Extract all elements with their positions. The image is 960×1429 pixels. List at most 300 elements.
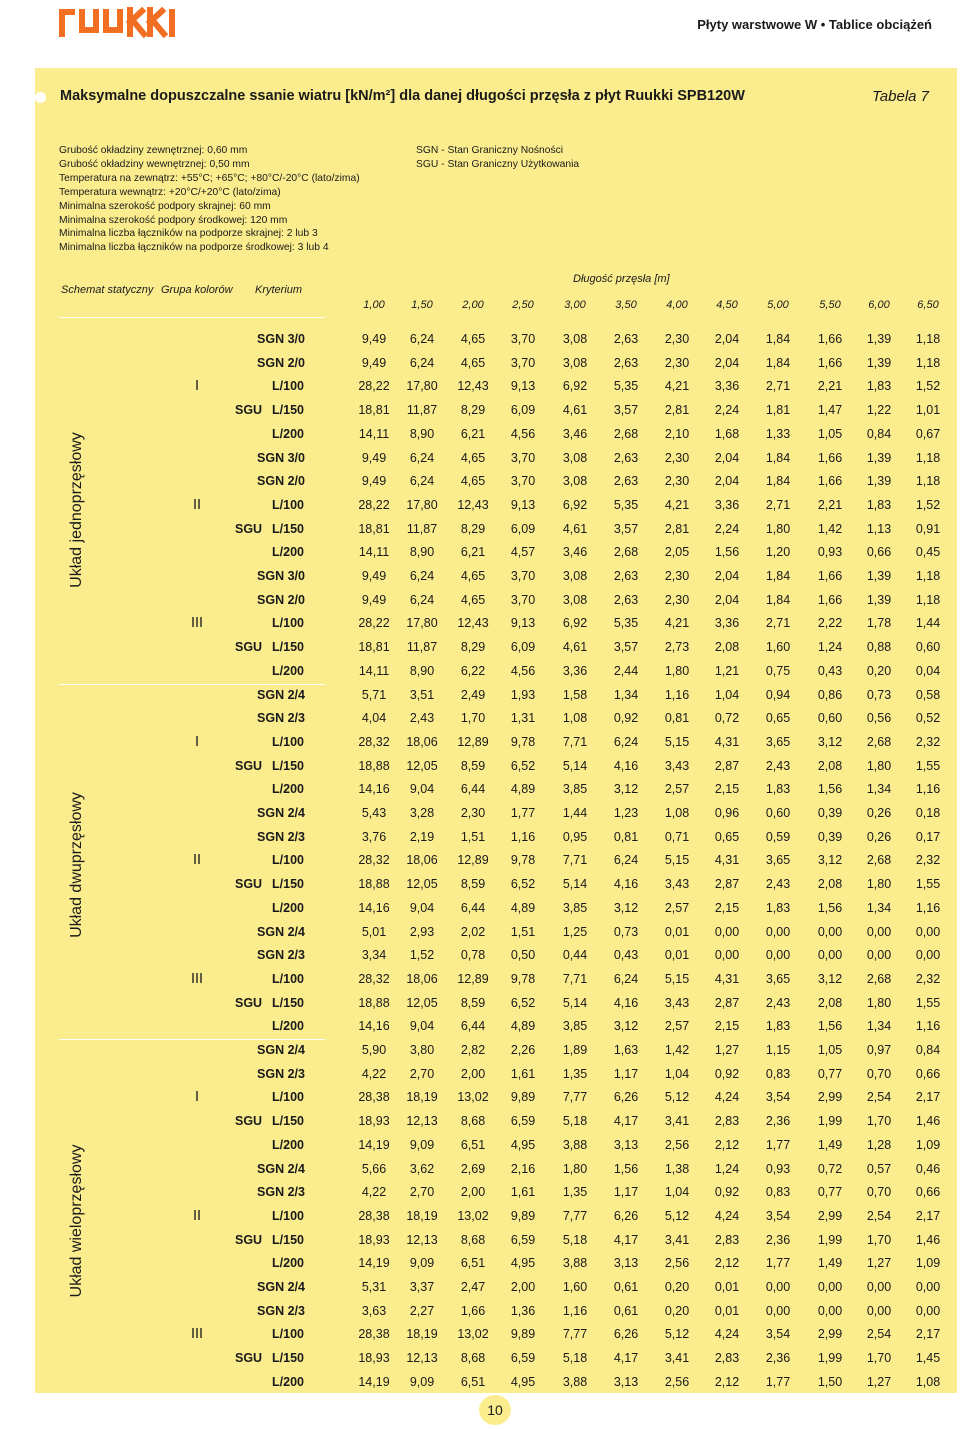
table-cell: 1,25: [562, 924, 588, 939]
table-cell: 0,01: [664, 948, 690, 963]
table-cell: 1,27: [714, 1043, 740, 1057]
table-cell: 1,09: [915, 1137, 941, 1152]
table-cell: 0,65: [714, 829, 740, 844]
table-cell: 8,59: [460, 758, 486, 773]
table-cell: 18,93: [358, 1232, 390, 1247]
table-cell: 1,70: [866, 1351, 892, 1366]
table-cell: 2,32: [915, 971, 941, 986]
table-cell: 17,80: [406, 616, 438, 631]
table-cell: 2,08: [714, 640, 740, 655]
table-cell: 1,08: [664, 806, 690, 820]
table-cell: 6,24: [409, 592, 435, 607]
table-cell: 6,52: [510, 758, 536, 773]
table-cell: 4,24: [714, 1090, 740, 1105]
table-cell: 3,37: [409, 1280, 435, 1294]
table-cell: 6,59: [510, 1232, 536, 1247]
table-cell: 1,61: [510, 1066, 536, 1081]
table-cell: 1,04: [664, 1185, 690, 1200]
criterion-l-label: L/100: [272, 1208, 304, 1223]
table-cell: 6,92: [562, 497, 588, 512]
table-cell: 1,28: [866, 1137, 892, 1152]
criterion-sgu-label: SGU: [235, 1114, 263, 1129]
table-cell: 2,30: [664, 332, 690, 346]
criterion-l-label: L/200: [272, 1137, 304, 1152]
table-cell: 6,26: [613, 1090, 639, 1105]
table-cell: 9,89: [510, 1090, 536, 1105]
table-cell: 1,66: [817, 450, 843, 465]
table-cell: 12,13: [406, 1114, 438, 1129]
table-cell: 6,92: [562, 379, 588, 394]
table-cell: 3,62: [409, 1161, 435, 1176]
table-cell: 5,43: [361, 806, 387, 820]
table-cell: 2,70: [409, 1066, 435, 1081]
table-cell: 9,09: [409, 1374, 435, 1389]
table-cell: 1,80: [562, 1161, 588, 1176]
table-cell: 6,24: [409, 474, 435, 489]
table-cell: 3,12: [817, 853, 843, 868]
table-cell: 3,08: [562, 569, 588, 583]
table-cell: 0,00: [866, 1280, 892, 1294]
table-cell: 1,77: [765, 1374, 791, 1389]
table-cell: 6,22: [460, 663, 486, 678]
table-cell: 3,08: [562, 474, 588, 489]
criterion-l-label: L/100: [272, 734, 304, 749]
table-cell: 14,16: [358, 900, 390, 915]
table-cell: 1,78: [866, 616, 892, 631]
table-cell: 8,90: [409, 663, 435, 678]
table-cell: 18,88: [358, 995, 390, 1010]
header-color-group: Grupa kolorów: [161, 284, 233, 296]
table-cell: 1,16: [915, 782, 941, 797]
table-cell: 0,17: [915, 829, 941, 844]
table-cell: 1,42: [817, 521, 843, 536]
table-cell: 1,49: [817, 1137, 843, 1152]
table-cell: 1,18: [915, 355, 941, 370]
table-cell: 3,80: [409, 1043, 435, 1057]
table-cell: 0,61: [613, 1280, 639, 1294]
table-cell: 5,12: [664, 1090, 690, 1105]
table-cell: 28,22: [358, 616, 390, 631]
table-cell: 3,88: [562, 1374, 588, 1389]
table-cell: 4,04: [361, 711, 387, 726]
table-cell: 1,77: [765, 1256, 791, 1271]
criterion-l-label: L/200: [272, 545, 304, 560]
table-cell: 3,12: [613, 1019, 639, 1034]
table-cell: 4,21: [664, 616, 690, 631]
table-cell: 5,31: [361, 1280, 387, 1294]
criterion-sgu-label: SGU: [235, 640, 263, 655]
table-cell: 4,17: [613, 1232, 639, 1247]
table-cell: 2,68: [613, 545, 639, 560]
table-cell: 8,29: [460, 521, 486, 536]
criterion-sgn-label: SGN 3/0: [257, 569, 305, 583]
table-cell: 1,83: [866, 497, 892, 512]
table-cell: 2,17: [915, 1327, 941, 1342]
table-cell: 9,09: [409, 1137, 435, 1152]
table-cell: 2,54: [866, 1090, 892, 1105]
table-cell: 14,11: [358, 426, 390, 441]
table-cell: 14,19: [358, 1374, 390, 1389]
table-cell: 1,27: [866, 1374, 892, 1389]
criterion-l-label: L/150: [272, 877, 304, 892]
table-cell: 1,84: [765, 450, 791, 465]
table-cell: 1,60: [765, 640, 791, 655]
criterion-sgu-label: SGU: [235, 521, 263, 536]
table-cell: 1,22: [866, 403, 892, 418]
table-cell: 28,32: [358, 734, 390, 749]
table-cell: 0,88: [866, 640, 892, 655]
table-cell: 2,99: [817, 1090, 843, 1105]
table-cell: 1,16: [915, 1019, 941, 1034]
table-cell: 1,84: [765, 332, 791, 346]
table-cell: 13,02: [457, 1090, 489, 1105]
table-cell: 1,60: [562, 1280, 588, 1294]
table-cell: 2,81: [664, 403, 690, 418]
table-cell: 2,71: [765, 379, 791, 394]
criterion-sgu-label: SGU: [235, 758, 263, 773]
table-cell: 0,00: [866, 1303, 892, 1318]
title-row: [35, 88, 957, 108]
table-cell: 4,65: [460, 450, 486, 465]
span-value: 1,00: [363, 299, 385, 311]
table-cell: 2,49: [460, 687, 486, 702]
table-cell: 3,54: [765, 1327, 791, 1342]
table-cell: 3,08: [562, 355, 588, 370]
table-cell: 2,70: [409, 1185, 435, 1200]
table-cell: 4,95: [510, 1137, 536, 1152]
table-cell: 1,66: [817, 569, 843, 583]
color-group-label: II: [192, 496, 202, 513]
table-cell: 3,08: [562, 450, 588, 465]
table-cell: 2,30: [460, 806, 486, 820]
table-cell: 2,73: [664, 640, 690, 655]
table-cell: 3,36: [714, 497, 740, 512]
table-cell: 1,56: [613, 1161, 639, 1176]
table-cell: 4,95: [510, 1256, 536, 1271]
table-cell: 18,81: [358, 403, 390, 418]
table-cell: 5,15: [664, 853, 690, 868]
table-cell: 2,30: [664, 474, 690, 489]
table-cell: 0,72: [714, 711, 740, 726]
table-cell: 18,19: [406, 1090, 438, 1105]
page-number: 10: [479, 1395, 511, 1425]
table-cell: 0,50: [510, 948, 536, 963]
table-cell: 0,26: [866, 806, 892, 820]
table-cell: 4,24: [714, 1208, 740, 1223]
criterion-sgn-label: SGN 2/4: [257, 1043, 305, 1057]
table-cell: 12,43: [457, 497, 489, 512]
criterion-sgn-label: SGN 2/3: [257, 1185, 305, 1200]
table-cell: 2,68: [866, 734, 892, 749]
table-cell: 1,56: [714, 545, 740, 560]
table-cell: 18,06: [406, 971, 438, 986]
table-cell: 5,14: [562, 758, 588, 773]
table-cell: 1,93: [510, 687, 536, 702]
table-cell: 3,13: [613, 1256, 639, 1271]
table-cell: 1,70: [866, 1232, 892, 1247]
table-cell: 11,87: [406, 640, 438, 655]
table-cell: 6,44: [460, 782, 486, 797]
table-cell: 3,36: [714, 379, 740, 394]
table-cell: 5,35: [613, 616, 639, 631]
table-cell: 2,57: [664, 1019, 690, 1034]
header-criterion: Kryterium: [255, 284, 303, 296]
table-cell: 3,85: [562, 1019, 588, 1034]
table-cell: 0,20: [664, 1280, 690, 1294]
table-cell: 1,84: [765, 474, 791, 489]
table-cell: 3,36: [562, 663, 588, 678]
table-cell: 1,99: [817, 1114, 843, 1129]
table-cell: 1,66: [817, 592, 843, 607]
table-cell: 0,46: [915, 1161, 941, 1176]
table-cell: 4,17: [613, 1351, 639, 1366]
table-cell: 1,46: [915, 1232, 941, 1247]
criterion-l-label: L/100: [272, 1327, 304, 1342]
table-cell: 0,00: [915, 1280, 941, 1294]
table-cell: 1,18: [915, 569, 941, 583]
criterion-sgn-label: SGN 2/4: [257, 687, 305, 702]
table-cell: 9,09: [409, 1256, 435, 1271]
table-cell: 9,89: [510, 1327, 536, 1342]
table-cell: 1,39: [866, 474, 892, 489]
table-cell: 4,61: [562, 640, 588, 655]
table-cell: 2,36: [765, 1114, 791, 1129]
table-cell: 1,84: [765, 592, 791, 607]
table-cell: 6,44: [460, 1019, 486, 1034]
table-cell: 2,21: [817, 497, 843, 512]
criterion-l-label: L/100: [272, 616, 304, 631]
span-value: 4,00: [666, 299, 688, 311]
table-cell: 2,04: [714, 592, 740, 607]
table-cell: 0,00: [714, 924, 740, 939]
table-cell: 3,51: [409, 687, 435, 702]
table-cell: 2,12: [714, 1256, 740, 1271]
table-cell: 3,08: [562, 592, 588, 607]
criterion-l-label: L/200: [272, 782, 304, 797]
table-cell: 6,21: [460, 545, 486, 560]
table-cell: 3,12: [613, 782, 639, 797]
table-cell: 3,65: [765, 853, 791, 868]
criterion-sgu-label: SGU: [235, 403, 263, 418]
table-cell: 1,16: [915, 900, 941, 915]
table-cell: 3,85: [562, 900, 588, 915]
table-cell: 3,41: [664, 1114, 690, 1129]
table-cell: 0,75: [765, 663, 791, 678]
table-cell: 3,70: [510, 332, 536, 346]
span-value: 6,00: [868, 299, 890, 311]
criterion-l-label: L/200: [272, 663, 304, 678]
table-cell: 3,28: [409, 806, 435, 820]
table-cell: 2,63: [613, 592, 639, 607]
table-cell: 1,51: [510, 924, 536, 939]
table-cell: 2,12: [714, 1374, 740, 1389]
table-cell: 2,44: [613, 663, 639, 678]
table-cell: 0,52: [915, 711, 941, 726]
static-scheme-text: Układ dwuprzęsłowy: [68, 792, 85, 939]
table-cell: 0,20: [866, 663, 892, 678]
table-cell: 1,08: [915, 1374, 941, 1389]
table-cell: 1,34: [866, 782, 892, 797]
table-cell: 4,22: [361, 1066, 387, 1081]
table-cell: 0,00: [915, 948, 941, 963]
table-cell: 0,73: [866, 687, 892, 702]
table-cell: 1,05: [817, 426, 843, 441]
static-scheme-text: Układ wieloprzęsłowy: [68, 1144, 85, 1298]
table-cell: 2,15: [714, 782, 740, 797]
criterion-sgu-label: SGU: [235, 1232, 263, 1247]
table-cell: 4,95: [510, 1374, 536, 1389]
table-cell: 6,26: [613, 1208, 639, 1223]
table-cell: 1,24: [817, 640, 843, 655]
table-cell: 18,81: [358, 640, 390, 655]
table-cell: 14,11: [358, 545, 390, 560]
table-cell: 18,93: [358, 1114, 390, 1129]
table-cell: 14,11: [358, 663, 390, 678]
table-cell: 2,87: [714, 758, 740, 773]
criterion-sgu-label: SGU: [235, 995, 263, 1010]
table-cell: 0,60: [765, 806, 791, 820]
table-cell: 1,84: [765, 569, 791, 583]
table-cell: 6,24: [613, 734, 639, 749]
table-cell: 1,52: [409, 948, 435, 963]
criterion-sgn-label: SGN 2/3: [257, 711, 305, 726]
table-cell: 8,29: [460, 640, 486, 655]
table-cell: 2,04: [714, 332, 740, 346]
table-cell: 0,91: [915, 521, 941, 536]
table-cell: 1,35: [562, 1066, 588, 1081]
table-cell: 1,66: [817, 474, 843, 489]
header-span-length: Długość przęsła [m]: [573, 273, 670, 285]
table-cell: 0,01: [714, 1280, 740, 1294]
table-cell: 1,70: [460, 711, 486, 726]
criterion-l-label: L/150: [272, 521, 304, 536]
table-cell: 1,39: [866, 355, 892, 370]
span-value: 3,50: [615, 299, 637, 311]
table-cell: 28,32: [358, 971, 390, 986]
table-cell: 2,02: [460, 924, 486, 939]
table-cell: 3,46: [562, 426, 588, 441]
table-cell: 6,52: [510, 995, 536, 1010]
table-cell: 0,00: [866, 924, 892, 939]
table-cell: 4,89: [510, 900, 536, 915]
table-cell: 4,21: [664, 379, 690, 394]
table-cell: 28,22: [358, 497, 390, 512]
criterion-sgn-label: SGN 2/0: [257, 592, 305, 607]
table-cell: 28,38: [358, 1208, 390, 1223]
table-cell: 9,78: [510, 734, 536, 749]
table-cell: 0,78: [460, 948, 486, 963]
criterion-sgn-label: SGN 2/3: [257, 1066, 305, 1081]
table-cell: 2,22: [817, 616, 843, 631]
criterion-l-label: L/150: [272, 758, 304, 773]
table-cell: 1,24: [714, 1161, 740, 1176]
table-cell: 1,08: [562, 711, 588, 726]
table-cell: 0,45: [915, 545, 941, 560]
table-number: Tabela 7: [872, 88, 929, 105]
table-cell: 14,16: [358, 782, 390, 797]
table-cell: 9,13: [510, 616, 536, 631]
table-cell: 1,34: [866, 1019, 892, 1034]
table-cell: 6,21: [460, 426, 486, 441]
criterion-l-label: L/200: [272, 1019, 304, 1034]
criterion-l-label: L/100: [272, 379, 304, 394]
table-cell: 18,88: [358, 877, 390, 892]
table-cell: 8,59: [460, 877, 486, 892]
table-cell: 0,60: [915, 640, 941, 655]
table-cell: 9,78: [510, 853, 536, 868]
table-cell: 0,57: [866, 1161, 892, 1176]
table-cell: 2,63: [613, 450, 639, 465]
table-cell: 2,05: [664, 545, 690, 560]
table-cell: 2,56: [664, 1374, 690, 1389]
table-cell: 6,09: [510, 521, 536, 536]
table-cell: 1,52: [915, 379, 941, 394]
table-cell: 5,12: [664, 1208, 690, 1223]
table-cell: 2,68: [613, 426, 639, 441]
table-divider: [59, 317, 325, 318]
criterion-l-label: L/100: [272, 853, 304, 868]
table-cell: 5,35: [613, 379, 639, 394]
table-cell: 18,19: [406, 1208, 438, 1223]
table-cell: 1,01: [915, 403, 941, 418]
table-cell: 3,70: [510, 474, 536, 489]
criterion-sgn-label: SGN 2/4: [257, 924, 305, 939]
table-cell: 9,49: [361, 355, 387, 370]
table-cell: 8,90: [409, 545, 435, 560]
criterion-sgn-label: SGN 3/0: [257, 450, 305, 465]
table-cell: 8,68: [460, 1351, 486, 1366]
table-cell: 12,05: [406, 758, 438, 773]
table-cell: 3,70: [510, 569, 536, 583]
criterion-sgu-label: SGU: [235, 1351, 263, 1366]
table-cell: 1,39: [866, 450, 892, 465]
table-cell: 1,80: [866, 758, 892, 773]
table-cell: 2,68: [866, 853, 892, 868]
table-cell: 5,15: [664, 734, 690, 749]
table-cell: 2,68: [866, 971, 892, 986]
table-cell: 12,13: [406, 1232, 438, 1247]
table-cell: 0,20: [664, 1303, 690, 1318]
table-cell: 1,17: [613, 1066, 639, 1081]
table-cell: 11,87: [406, 521, 438, 536]
table-cell: 0,59: [765, 829, 791, 844]
table-cell: 4,31: [714, 734, 740, 749]
table-cell: 1,17: [613, 1185, 639, 1200]
table-cell: 4,65: [460, 592, 486, 607]
table-cell: 3,41: [664, 1232, 690, 1247]
table-cell: 2,30: [664, 569, 690, 583]
table-cell: 5,18: [562, 1232, 588, 1247]
table-cell: 4,21: [664, 497, 690, 512]
table-cell: 3,43: [664, 877, 690, 892]
table-cell: 11,87: [406, 403, 438, 418]
criterion-l-label: L/100: [272, 971, 304, 986]
table-cell: 14,19: [358, 1256, 390, 1271]
table-cell: 12,05: [406, 995, 438, 1010]
table-cell: 6,26: [613, 1327, 639, 1342]
table-cell: 1,21: [714, 663, 740, 678]
color-group-label: I: [194, 1089, 200, 1106]
table-cell: 1,33: [765, 426, 791, 441]
span-value: 3,00: [564, 299, 586, 311]
table-cell: 7,77: [562, 1208, 588, 1223]
table-cell: 3,43: [664, 758, 690, 773]
table-cell: 3,70: [510, 355, 536, 370]
table-cell: 1,42: [664, 1043, 690, 1057]
table-cell: 2,00: [460, 1185, 486, 1200]
criterion-l-label: L/200: [272, 426, 304, 441]
table-cell: 5,90: [361, 1043, 387, 1057]
